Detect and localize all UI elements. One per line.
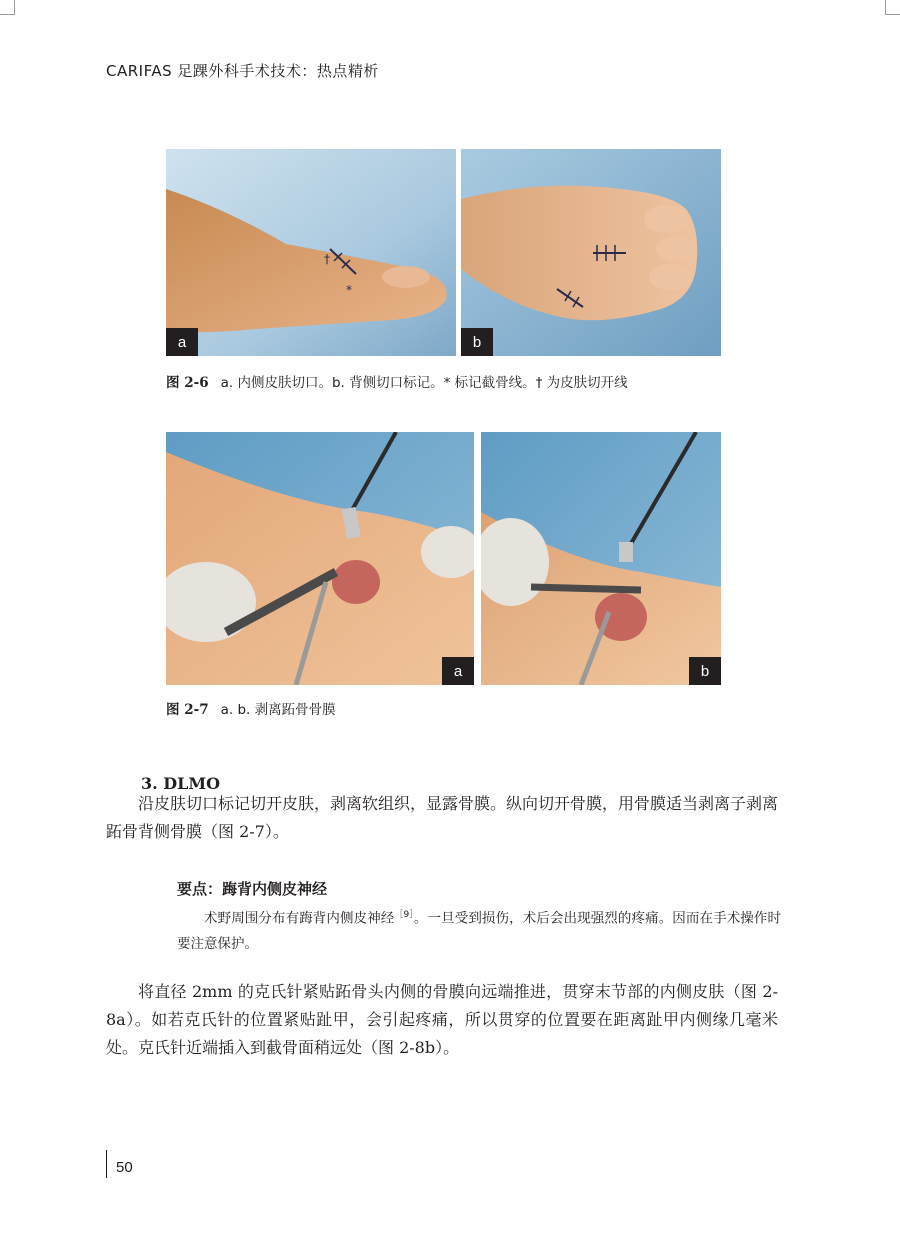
figure-2-6-photo-a [166, 149, 456, 356]
figure-2-7-photo-a [166, 432, 474, 685]
crop-mark-top-right [885, 0, 900, 15]
svg-text:†: † [324, 252, 330, 266]
footer-rule [106, 1150, 107, 1178]
caption-text: a. b. 剥离跖骨骨膜 [220, 702, 336, 718]
figure-2-7-photo-b [481, 432, 721, 685]
citation-reference: ［9］ [394, 910, 414, 920]
body-paragraph: 将直径 2mm 的克氏针紧贴跖骨头内侧的骨膜向远端推进，贯穿末节部的内侧皮肤（图 2-8a）。如若克氏针的位置紧贴趾甲，会引起疼痛，所以贯穿的位置要在距离趾甲内侧缘几毫米处。克氏针近端插入到截骨面稍远处（图 2-8b）。 [106, 982, 778, 1057]
panel-label-b: b [689, 657, 721, 685]
panel-label-b: b [461, 328, 493, 356]
section-heading: 3. DLMO [141, 774, 221, 793]
crop-mark-top-left [0, 0, 15, 15]
page-number: 50 [116, 1159, 133, 1176]
body-paragraph: 沿皮肤切口标记切开皮肤，剥离软组织，显露骨膜。纵向切开骨膜，用骨膜适当剥离子剥离跖骨背侧骨膜（图 2-7）。 [106, 794, 779, 841]
figure-number: 图 2-7 [166, 702, 209, 718]
caption-text: a. 内侧皮肤切口。b. 背侧切口标记。* 标记截骨线。† 为皮肤切开线 [220, 375, 628, 391]
svg-text:*: * [346, 283, 352, 297]
figure-2-6-caption [166, 371, 628, 391]
panel-label-a: a [166, 328, 198, 356]
figure-number: 图 2-6 [166, 375, 209, 391]
keypoint-text-end: 。一旦受到损伤，术后会出现强烈的疼痛。因而在手术操作时要注意保护。 [177, 910, 782, 952]
figure-2-7-caption [166, 698, 336, 718]
keypoint-text-start: 术野周围分布有踇背内侧皮神经 [204, 910, 395, 927]
panel-label-a: a [442, 657, 474, 685]
running-header: CARIFAS 足踝外科手术技术：热点精析 [106, 62, 379, 80]
keypoint-text [177, 903, 781, 957]
keypoint-title: 要点：踇背内侧皮神经 [177, 880, 328, 898]
figure-2-6-photo-b [461, 149, 721, 356]
